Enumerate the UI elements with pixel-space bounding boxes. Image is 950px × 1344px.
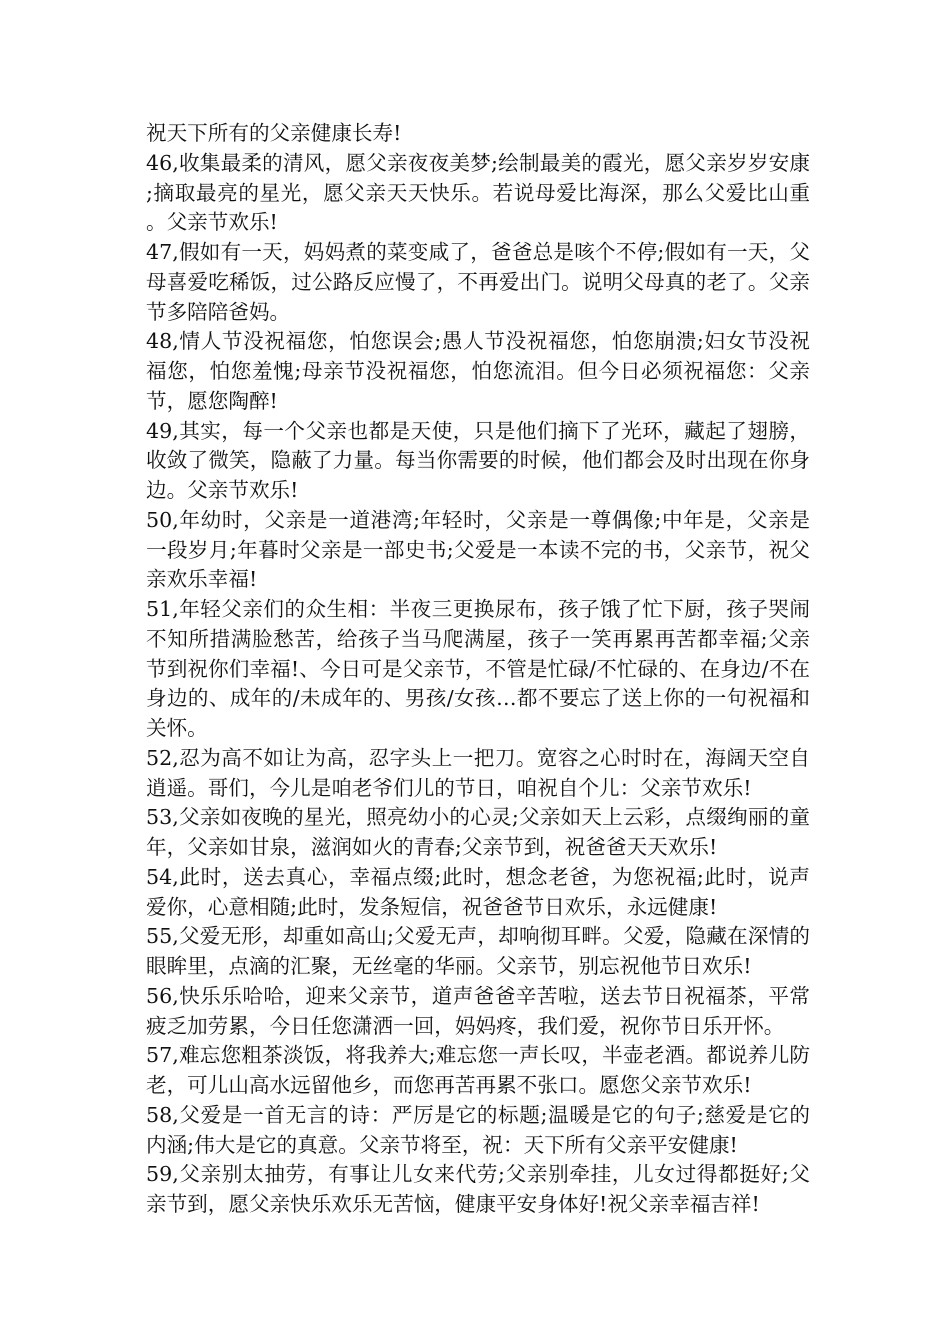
paragraph-46: 46,收集最柔的清风，愿父亲夜夜美梦;绘制最美的霞光，愿父亲岁岁安康;摘取最亮的星光，愿父亲天天快乐。若说母爱比海深，那么父爱比山重。父亲节欢乐! — [146, 150, 810, 235]
paragraph-56: 56,快乐乐哈哈，迎来父亲节，道声爸爸辛苦啦，送去节日祝福茶，平常疲乏加劳累，今日任您潇洒一回，妈妈疼，我们爱，祝你节日乐开怀。 — [146, 983, 810, 1038]
paragraph-52: 52,忍为高不如让为高，忍字头上一把刀。宽容之心时时在，海阔天空自逍遥。哥们，今儿是咱老爷们儿的节日，咱祝自个儿：父亲节欢乐! — [146, 745, 810, 800]
paragraph-55: 55,父爱无形，却重如高山;父爱无声，却响彻耳畔。父爱，隐藏在深情的眼眸里，点滴的汇聚，无丝毫的华丽。父亲节，别忘祝他节日欢乐! — [146, 924, 810, 978]
paragraph-50: 50,年幼时，父亲是一道港湾;年轻时，父亲是一尊偶像;中年是，父亲是一段岁月;年暮时父亲是一部史书;父爱是一本读不完的书，父亲节，祝父亲欢乐幸福! — [146, 507, 810, 592]
paragraph-59: 59,父亲别太抽劳，有事让儿女来代劳;父亲别牵挂，儿女过得都挺好;父亲节到，愿父亲快乐欢乐无苦恼，健康平安身体好!祝父亲幸福吉祥! — [146, 1162, 810, 1216]
paragraph-57: 57,难忘您粗茶淡饭，将我养大;难忘您一声长叹，半壶老酒。都说养儿防老，可儿山高水远留他乡，而您再苦再累不张口。愿您父亲节欢乐! — [146, 1043, 810, 1097]
document-body — [146, 119, 810, 1220]
paragraph-47: 47,假如有一天，妈妈煮的菜变咸了，爸爸总是咳个不停;假如有一天，父母喜爱吃稀饭，过公路反应慢了，不再爱出门。说明父母真的老了。父亲节多陪陪爸妈。 — [146, 240, 810, 324]
paragraph-54: 54,此时，送去真心，幸福点缀;此时，想念老爸，为您祝福;此时，说声爱你，心意相随;此时，发条短信，祝爸爸节日欢乐，永远健康! — [146, 864, 810, 919]
paragraph-58: 58,父爱是一首无言的诗：严厉是它的标题;温暖是它的句子;慈爱是它的内涵;伟大是它的真意。父亲节将至，祝：天下所有父亲平安健康! — [146, 1102, 810, 1157]
paragraph-49: 49,其实，每一个父亲也都是天使，只是他们摘下了光环，藏起了翅膀，收敛了微笑，隐蔽了力量。每当你需要的时候，他们都会及时出现在你身边。父亲节欢乐! — [146, 418, 810, 502]
paragraph-48: 48,情人节没祝福您，怕您误会;愚人节没祝福您，怕您崩溃;妇女节没祝福您，怕您羞愧;母亲节没祝福您，怕您流泪。但今日必须祝福您：父亲节，愿您陶醉! — [146, 329, 810, 413]
paragraph-intro-line: 祝天下所有的父亲健康长寿! — [146, 121, 402, 145]
paragraph-53: 53,父亲如夜晚的星光，照亮幼小的心灵;父亲如天上云彩，点缀绚丽的童年，父亲如甘泉，滋润如火的青春;父亲节到，祝爸爸天天欢乐! — [146, 805, 810, 859]
paragraph-51: 51,年轻父亲们的众生相：半夜三更换尿布，孩子饿了忙下厨，孩子哭闹不知所措满脸愁苦，给孩子当马爬满屋，孩子一笑再累再苦都幸福;父亲节到祝你们幸福!、今日可是父亲节，不管是忙碌/不忙碌的、在身边/不在身边的、成年的/未成年的、男孩/女孩…都不要忘了送上你的一句祝福和关怀。 — [146, 597, 810, 740]
